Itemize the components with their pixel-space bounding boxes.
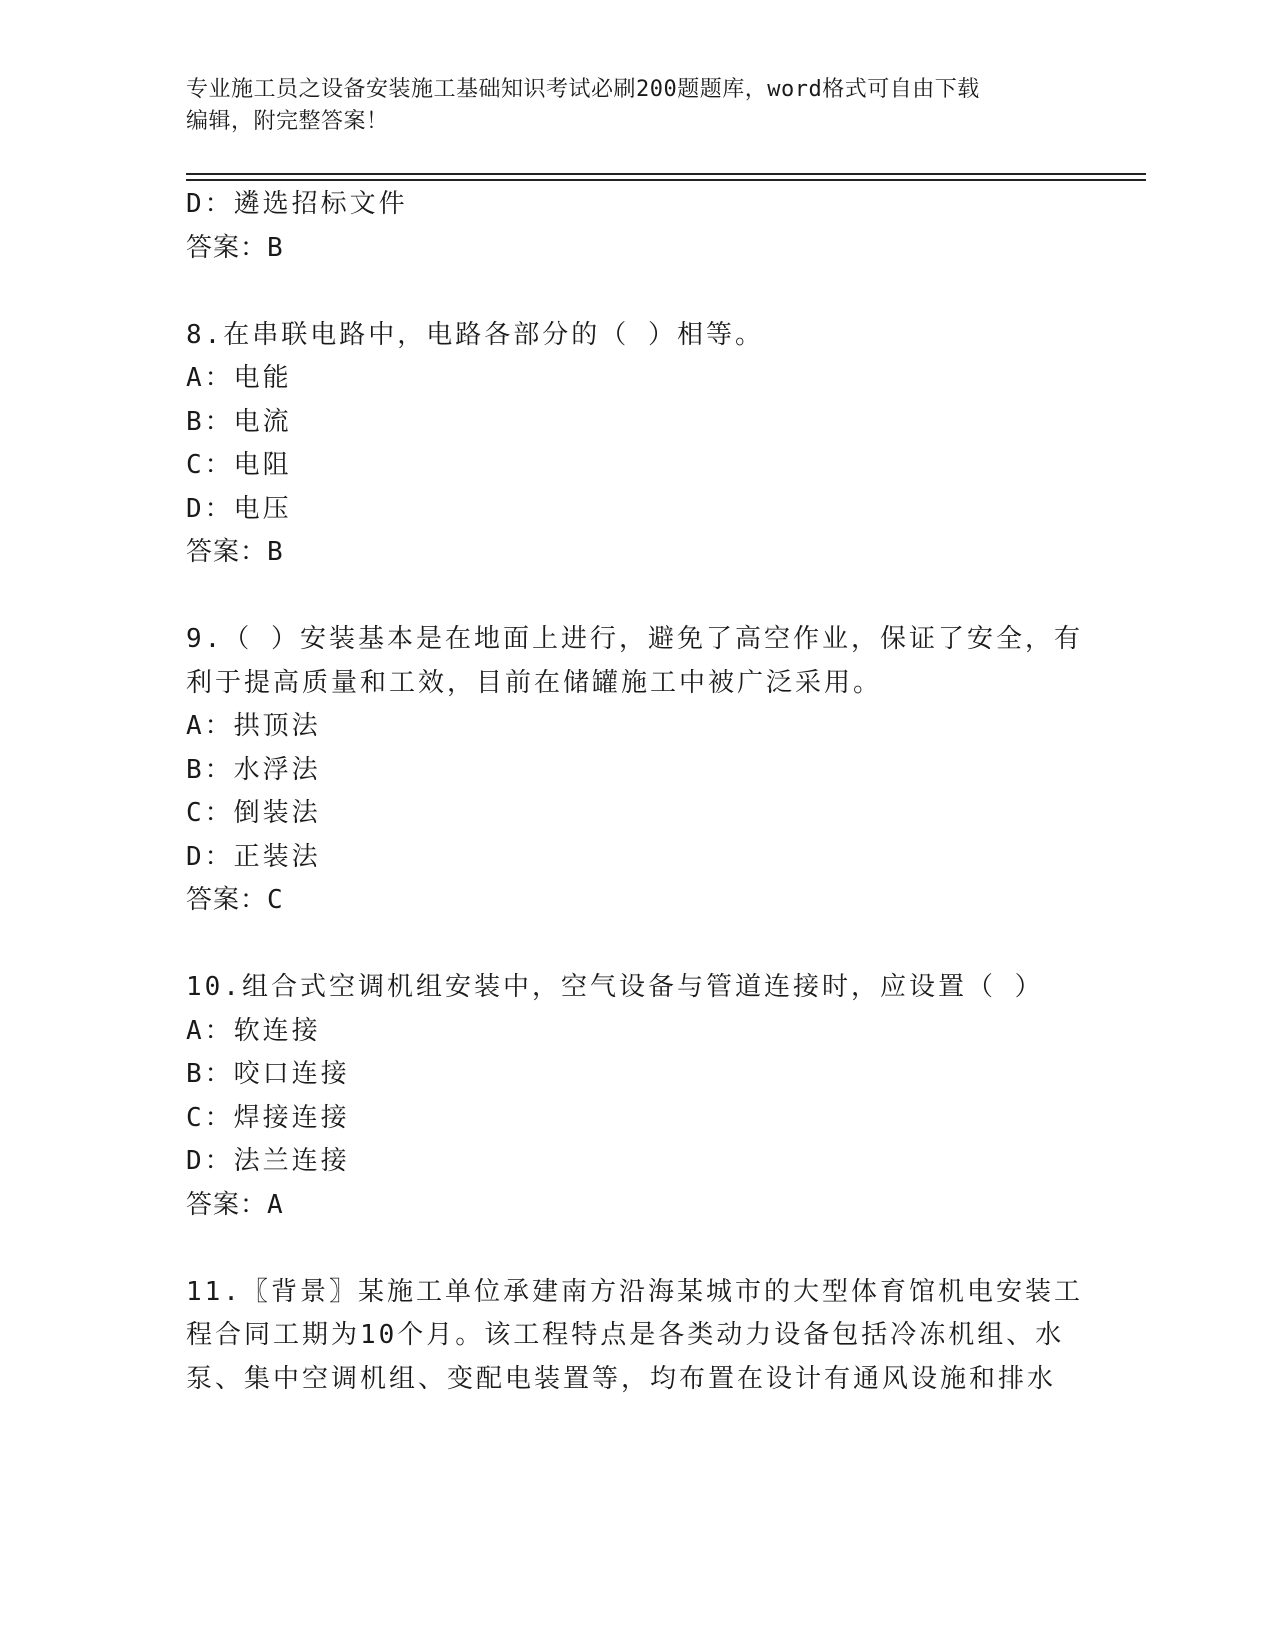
option-text: A：软连接 [186,1016,321,1046]
question-stem: 11.〖背景〗某施工单位承建南方沿海某城市的大型体育馆机电安装工 [186,1277,1083,1307]
answer-text: 答案：B [186,537,284,567]
header-divider-bottom [186,179,1146,181]
option-text: D：正装法 [186,842,321,872]
question-stem: 利于提高质量和工效，目前在储罐施工中被广泛采用。 [186,668,883,698]
option-text: B：咬口连接 [186,1059,350,1089]
question-stem: 9.（ ）安装基本是在地面上进行，避免了高空作业，保证了安全，有 [186,624,1083,654]
question-stem: 8.在串联电路中，电路各部分的（ ）相等。 [186,320,764,350]
answer-text: 答案：A [186,1190,284,1220]
header-title-line-2: 编辑，附完整答案！ [186,109,389,134]
option-text: D：遴选招标文件 [186,189,408,219]
option-text: C：倒装法 [186,798,321,828]
option-text: A：电能 [186,363,292,393]
header-title-line-1: 专业施工员之设备安装施工基础知识考试必刷200题题库，word格式可自由下载 [186,77,980,102]
option-text: D：电压 [186,494,292,524]
option-text: C：焊接连接 [186,1103,350,1133]
option-text: D：法兰连接 [186,1146,350,1176]
question-stem: 程合同工期为10个月。该工程特点是各类动力设备包括冷冻机组、水 [186,1320,1065,1350]
option-text: B：电流 [186,407,292,437]
question-stem: 10.组合式空调机组安装中，空气设备与管道连接时，应设置（ ） [186,972,1044,1002]
document-header [186,74,1066,138]
option-text: C：电阻 [186,450,292,480]
answer-text: 答案：C [186,885,284,915]
option-text: B：水浮法 [186,755,321,785]
question-stem: 泵、集中空调机组、变配电装置等，均布置在设计有通风设施和排水 [186,1364,1057,1394]
option-text: A：拱顶法 [186,711,321,741]
answer-text: 答案：B [186,233,284,263]
header-divider-top [186,173,1146,175]
